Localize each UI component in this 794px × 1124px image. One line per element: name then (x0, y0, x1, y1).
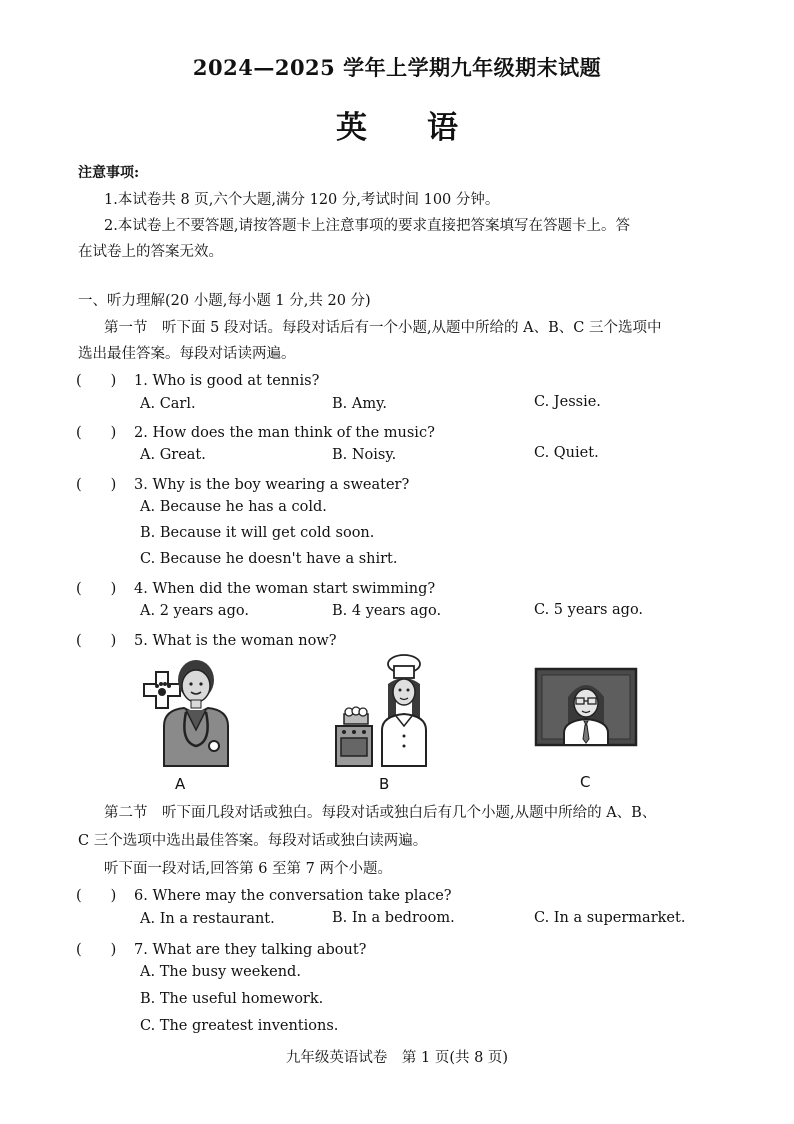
q6-option-a: A. In a restaurant. (140, 911, 275, 927)
q2-option-c: C. Quiet. (534, 445, 599, 461)
q3-option-b: B. Because it will get cold soon. (140, 525, 375, 541)
cook-picture-icon (334, 654, 434, 769)
answer-blank[interactable]: ( ) (76, 633, 117, 649)
question-text: 3. Why is the boy wearing a sweater? (134, 477, 410, 493)
q3-option-a: A. Because he has a cold. (140, 499, 327, 515)
part-1-instructions-continued: 选出最佳答案。每段对话读两遍。 (78, 346, 296, 362)
exam-subject: 英语 (336, 110, 518, 146)
question-text: 6. Where may the conversation take place? (134, 888, 452, 904)
question-1 (76, 369, 319, 390)
answer-blank[interactable]: ( ) (76, 942, 117, 958)
q4-option-a: A. 2 years ago. (140, 603, 249, 619)
question-3 (76, 473, 409, 494)
answer-blank[interactable]: ( ) (76, 373, 117, 389)
notice-heading: 注意事项: (78, 165, 140, 181)
question-4 (76, 577, 435, 598)
part-1-instructions: 第一节 听下面 5 段对话。每段对话后有一个小题,从题中所给的 A、B、C 三个选项中 (104, 320, 662, 336)
notice-item-2-continued: 在试卷上的答案无效。 (78, 244, 223, 260)
q1-option-a: A. Carl. (140, 396, 196, 412)
q1-option-c: C. Jessie. (534, 394, 601, 410)
q6-option-c: C. In a supermarket. (534, 910, 686, 926)
question-text: 4. When did the woman start swimming? (134, 581, 436, 597)
notice-item-2: 2.本试卷上不要答题,请按答题卡上注意事项的要求直接把答案填写在答题卡上。答 (104, 218, 630, 234)
answer-blank[interactable]: ( ) (76, 581, 117, 597)
q2-option-a: A. Great. (140, 447, 206, 463)
exam-title: 2024—2025 学年上学期九年级期末试题 (192, 55, 602, 80)
notice-item-1: 1.本试卷共 8 页,六个大题,满分 120 分,考试时间 100 分钟。 (104, 192, 500, 208)
question-5 (76, 629, 337, 650)
question-text: 2. How does the man think of the music? (134, 425, 435, 441)
answer-blank[interactable]: ( ) (76, 477, 117, 493)
q7-option-b: B. The useful homework. (140, 991, 324, 1007)
part-2-dialogue-note: 听下面一段对话,回答第 6 至第 7 两个小题。 (104, 861, 392, 877)
q2-option-b: B. Noisy. (332, 447, 397, 463)
answer-blank[interactable]: ( ) (76, 888, 117, 904)
question-text: 5. What is the woman now? (134, 633, 337, 649)
question-7 (76, 938, 366, 959)
q4-option-c: C. 5 years ago. (534, 602, 644, 618)
part-2-instructions: 第二节 听下面几段对话或独白。每段对话或独白后有几个小题,从题中所给的 A、B、 (104, 805, 657, 821)
question-6 (76, 884, 452, 905)
q1-option-b: B. Amy. (332, 396, 387, 412)
page-footer: 九年级英语试卷 第 1 页(共 8 页) (285, 1050, 509, 1066)
q4-option-b: B. 4 years ago. (332, 603, 442, 619)
q3-option-c: C. Because he doesn't have a shirt. (140, 551, 398, 567)
q6-option-b: B. In a bedroom. (332, 910, 455, 926)
answer-blank[interactable]: ( ) (76, 425, 117, 441)
picture-label-a: A (175, 775, 186, 793)
part-2-instructions-continued: C 三个选项中选出最佳答案。每段对话或独白读两遍。 (78, 833, 428, 849)
vet-picture-icon (130, 654, 240, 769)
question-text: 7. What are they talking about? (134, 942, 367, 958)
picture-label-b: B (379, 775, 390, 793)
q7-option-c: C. The greatest inventions. (140, 1018, 339, 1034)
q7-option-a: A. The busy weekend. (140, 964, 301, 980)
picture-label-c: C (580, 773, 591, 791)
question-2 (76, 421, 435, 442)
question-text: 1. Who is good at tennis? (134, 373, 320, 389)
teacher-picture-icon (534, 667, 638, 747)
section-1-heading: 一、听力理解(20 小题,每小题 1 分,共 20 分) (78, 293, 371, 309)
